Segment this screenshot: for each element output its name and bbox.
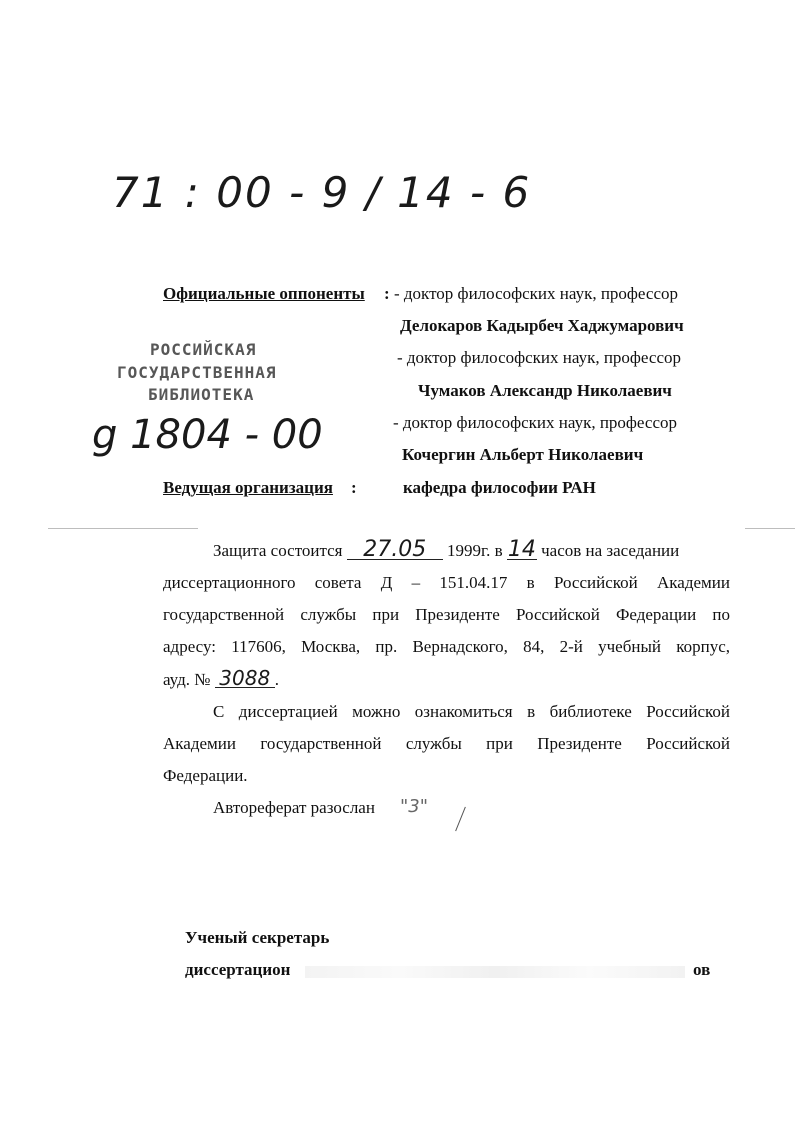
defense-room-line: [163, 666, 279, 690]
opponents-colon: :: [384, 284, 390, 303]
opponents-label: Официальные оппоненты: [163, 284, 365, 303]
opponent-2-title: - доктор философских наук, профессор: [397, 348, 681, 367]
faded-signature-area: [305, 966, 685, 978]
opponent-3-name: Кочергин Альберт Николаевич: [402, 445, 644, 464]
secretary-line-end: ов: [693, 960, 711, 979]
defense-prefix: Защита состоится: [213, 541, 343, 560]
room-number: 3088: [215, 669, 275, 688]
abstract-label: Автореферат разослан: [213, 798, 375, 817]
secretary-line-start: диссертацион: [185, 960, 291, 979]
opponent-1-name: Делокаров Кадырбеч Хаджумарович: [400, 316, 684, 335]
abstract-mark: "3": [400, 796, 429, 817]
library-stamp-line-3: БИБЛИОТЕКА: [148, 385, 255, 404]
lead-org-value: кафедра философии РАН: [403, 478, 596, 497]
defense-line-2: диссертационного совета Д – 151.04.17 в Российской Академии: [163, 573, 730, 592]
scan-line-right: [745, 528, 795, 529]
library-line-3: Федерации.: [163, 766, 248, 785]
slash-mark: [455, 807, 466, 831]
defense-line-4: адресу: 117606, Москва, пр. Вернадского, 84, 2-й учебный корпус,: [163, 637, 730, 656]
defense-suffix: часов на заседании: [541, 541, 680, 560]
room-suffix: .: [274, 670, 279, 689]
defense-hour: 14: [507, 537, 536, 562]
library-stamp-line-1: РОССИЙСКАЯ: [150, 340, 257, 359]
opponent-3-title: - доктор философских наук, профессор: [393, 413, 677, 432]
lead-org-label: Ведущая организация: [163, 478, 333, 497]
library-stamp-line-2: ГОСУДАРСТВЕННАЯ: [117, 363, 277, 382]
defense-year: 1999г. в: [447, 541, 503, 560]
library-line-1: С диссертацией можно ознакомиться в библиотеке Российской: [213, 702, 730, 721]
library-code: g 1804 - 00: [92, 412, 323, 458]
secretary-title: Ученый секретарь: [185, 928, 330, 947]
lead-org-colon: :: [351, 478, 357, 497]
defense-line-3: государственной службы при Президенте Российской Федерации по: [163, 605, 730, 624]
room-prefix: ауд. №: [163, 670, 211, 689]
opponent-2-name: Чумаков Александр Николаевич: [418, 381, 672, 400]
library-line-2: Академии государственной службы при Президенте Российской: [163, 734, 730, 753]
defense-date: 27.05: [347, 541, 443, 560]
defense-line-1: [213, 537, 680, 562]
opponent-1-title: - доктор философских наук, профессор: [394, 284, 678, 303]
scan-line-left: [48, 528, 198, 529]
catalog-number: 71 : 00 - 9 / 14 - 6: [112, 168, 532, 217]
